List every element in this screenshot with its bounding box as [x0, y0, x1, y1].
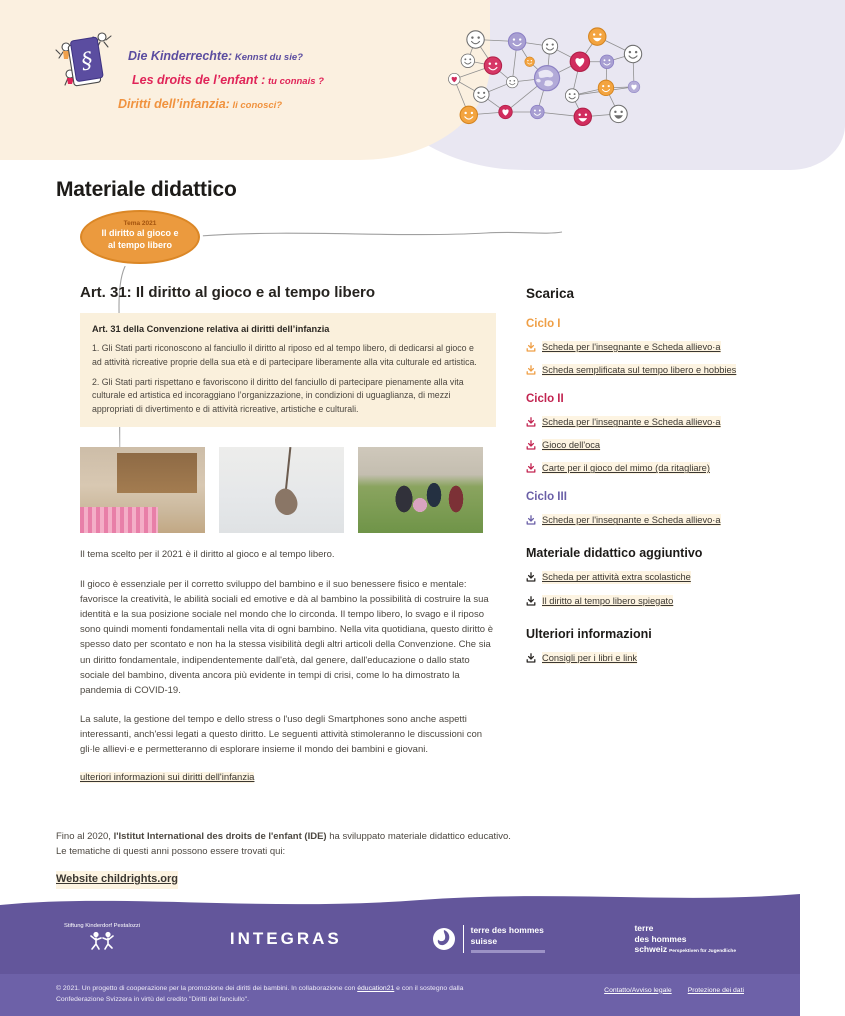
tdh-schweiz-tagline: Perspektiven für Jugendliche [669, 949, 736, 955]
download-row [526, 462, 770, 474]
theme-badge [80, 210, 200, 264]
partner-logo-tdh-suisse[interactable] [432, 925, 545, 953]
download-icon [526, 515, 536, 525]
article-paragraph-3: La salute, la gestione del tempo e dello stress o l'uso degli Smartphones sono anche aspetti interessanti, anch'essi legati a questo diritto. Le seguenti attività stimoleranno le discussioni con gli·le allievi·e e permetteranno di esplorare insieme il mondo dei bambini e giovani. [80, 714, 483, 756]
smiley-icon [484, 57, 501, 74]
group-heading-ulteriori-informazioni: Ulteriori informazioni [526, 626, 652, 641]
smiley-icon [474, 87, 489, 102]
logo-text [118, 44, 324, 116]
more-info-link[interactable]: ulteriori informazioni sui diritti dell'infanzia [80, 771, 255, 783]
smiley-icon [467, 31, 484, 48]
logo-line-fr-bold: Les droits de l’enfant : [132, 73, 266, 87]
download-row [526, 364, 770, 376]
theme-badge-year: Tema 2021 [123, 220, 157, 227]
download-icon [526, 440, 536, 450]
logo-line-it-bold: Diritti dell’infanzia: [118, 97, 230, 111]
laughing-smiley-icon [574, 108, 591, 125]
theme-badge-line1: Il diritto al gioco e [101, 228, 179, 238]
article-paragraph-2: Il gioco è essenziale per il corretto sviluppo del bambino e il suo benessere fisico e mentale: favorisce la creatività, le abilità sociali ed emotive e dà al bambino la possibilità di costruire la sua identità e la sua posizione sociale nel mondo che lo circonda. Il tempo libero, lo svago e il riposo sono quindi momenti fondamentali nella vita di ogni bambino. Nella vita quotidiana, questo diritto è spesso dato per scontato e non ha la stessa visibilità degli altri articoli della Convenzione. Che sia un diritto fondamentale, indipendentemente dall'età, dal genere, dall'educazione o dallo stato sociale del bambino, diventa ancora più evidente in tempi di crisi, come lo ha dimostrato la pandemia di COVID-19. [80, 578, 493, 696]
convention-box-title: Art. 31 della Convenzione relativa ai diritti dell’infanzia [92, 324, 330, 334]
download-link[interactable]: Scheda per l'insegnante e Scheda allievo·a [542, 342, 721, 352]
tdh-suisse-line2: suisse [470, 935, 498, 946]
footer [0, 889, 800, 1016]
theme-badge-line2: al tempo libero [107, 239, 172, 250]
download-row [526, 341, 770, 353]
ide-note-post: ha sviluppato materiale didattico educativo. Le tematiche di questi anni possono essere trovati qui: [56, 830, 511, 857]
ide-note-pre: Fino al 2020, [56, 830, 114, 842]
photo-group-game-grass [358, 447, 483, 533]
ide-note-bold: l'Istitut International des droits de l'enfant (IDE) [113, 830, 327, 842]
download-link[interactable]: Scheda per attività extra scolastiche [542, 572, 691, 583]
footer-partners [0, 911, 800, 974]
download-row [526, 571, 770, 583]
logo-line-it-rest: li conosci? [229, 100, 283, 111]
logo-book-icon [56, 30, 114, 94]
download-sidebar [526, 278, 770, 785]
copyright-post: e con il sostegno dalla Confederazione Svizzera in virtù del credito "Diritti del fanciullo". [56, 984, 464, 1004]
convention-paragraph-2: 2. Gli Stati parti rispettano e favoriscono il diritto del fanciullo di partecipare pienamente alla vita culturale ed artistica ed incoraggiano l’organizzazione, in condizioni di uguaglianza, di mezzi appropriati di divertimento e di attività ricreative, artistiche e culturali. [92, 376, 464, 414]
smiley-icon [542, 39, 557, 54]
article-paragraph-1: Il tema scelto per il 2021 è il diritto al gioco e al tempo libero. [80, 549, 335, 561]
footer-wave [0, 889, 800, 911]
smiley-icon [600, 55, 614, 69]
smiley-icon [461, 54, 475, 68]
heart-icon [628, 81, 640, 93]
svg-text:§: § [79, 48, 95, 75]
partner-logo-tdh-schweiz[interactable] [634, 923, 736, 955]
main-content [0, 164, 800, 889]
heart-icon [570, 52, 589, 71]
convention-paragraph-1: 1. Gli Stati parti riconoscono al fanciullo il diritto al riposo ed al tempo libero, di dedicarsi al gioco e ad attività ricreative proprie della sua età e di partecipare liberamente alla vita culturale ed artistica. [92, 343, 477, 367]
tdh-schweiz-line3: schweiz [634, 944, 668, 955]
download-icon [526, 417, 536, 427]
smiley-icon [531, 105, 545, 119]
tdh-suisse-line1: terre des hommes [470, 924, 544, 935]
smiley-icon [506, 76, 518, 88]
smiley-icon [624, 45, 641, 62]
data-protection-link[interactable]: Protezione dei dati [687, 986, 744, 994]
download-icon [526, 342, 536, 352]
partner-logo-pestalozzi[interactable] [64, 923, 140, 956]
download-row [526, 514, 770, 526]
logo-line-fr-rest: tu connais ? [265, 76, 324, 87]
childrights-website-link[interactable]: Website childrights.org [56, 871, 178, 889]
group-heading-materiale-aggiuntivo: Materiale didattico aggiuntivo [526, 546, 703, 561]
download-icon [526, 653, 536, 663]
convention-box [80, 313, 496, 427]
photo-row [80, 447, 496, 533]
group-heading-ciclo-3: Ciclo III [526, 491, 567, 504]
smiley-icon [460, 106, 477, 123]
download-icon [526, 572, 536, 582]
tdh-schweiz-line1: terre [634, 922, 654, 933]
download-icon [526, 596, 536, 606]
download-row [526, 439, 770, 451]
group-heading-ciclo-1: Ciclo I [526, 318, 561, 330]
logo-line-de-rest: Kennst du sie? [232, 52, 303, 63]
education21-link[interactable]: éducation21 [357, 984, 395, 992]
download-link[interactable]: Scheda per l'insegnante e Scheda allievo·a [542, 417, 721, 428]
site-logo[interactable] [56, 30, 324, 116]
globe-icon [534, 66, 559, 91]
download-link[interactable]: Carte per il gioco del mimo (da ritagliare) [542, 463, 710, 474]
group-heading-ciclo-2: Ciclo II [526, 393, 564, 406]
download-icon [526, 463, 536, 473]
download-link[interactable]: Scheda per l'insegnante e Scheda allievo·a [542, 515, 721, 526]
download-link[interactable]: Il diritto al tempo libero spiegato [542, 595, 674, 606]
article-section [56, 278, 496, 785]
pestalozzi-label: Stiftung Kinderdorf Pestalozzi [64, 922, 141, 929]
photo-children-playing-dominoes [80, 447, 205, 533]
smiley-icon [508, 33, 525, 50]
copyright-text [56, 983, 508, 1007]
laughing-smiley-icon [589, 28, 606, 45]
pestalozzi-figures-icon [87, 931, 117, 951]
download-row [526, 595, 770, 607]
sidebar-title: Scarica [526, 286, 575, 301]
smiley-icon [565, 89, 579, 103]
photo-child-swing-snow [219, 447, 344, 533]
laughing-smiley-icon [610, 105, 627, 122]
download-row [526, 416, 770, 428]
partner-logo-integras[interactable]: INTEGRAS [229, 929, 342, 949]
heart-icon [499, 105, 513, 119]
contact-legal-link[interactable]: Contatto/Avviso legale [604, 986, 672, 994]
ide-note [56, 829, 516, 889]
footer-bottom-bar [0, 974, 800, 1016]
page-title: Materiale didattico [56, 178, 237, 201]
header [0, 22, 800, 164]
smiley-icon [525, 57, 535, 67]
article-heading: Art. 31: Il diritto al gioco e al tempo libero [80, 284, 376, 301]
heart-icon [448, 73, 460, 85]
download-link[interactable]: Scheda semplificata sul tempo libero e hobbies [542, 365, 737, 376]
copyright-pre: © 2021. Un progetto di cooperazione per la promozione dei diritti dei bambini. In collaborazione con [56, 984, 358, 992]
download-link[interactable]: Gioco dell'oca [542, 440, 601, 451]
tdh-schweiz-line2: des hommes [634, 933, 687, 944]
download-icon [526, 365, 536, 375]
logo-line-de-bold: Die Kinderrechte: [128, 49, 233, 63]
smiley-icon [598, 80, 613, 95]
smiley-network-illustration [446, 26, 650, 140]
tdh-suisse-icon [432, 927, 456, 951]
download-link[interactable]: Consigli per i libri e link [542, 652, 638, 663]
download-row [526, 652, 770, 664]
tdh-suisse-tagline-bar [471, 950, 545, 953]
